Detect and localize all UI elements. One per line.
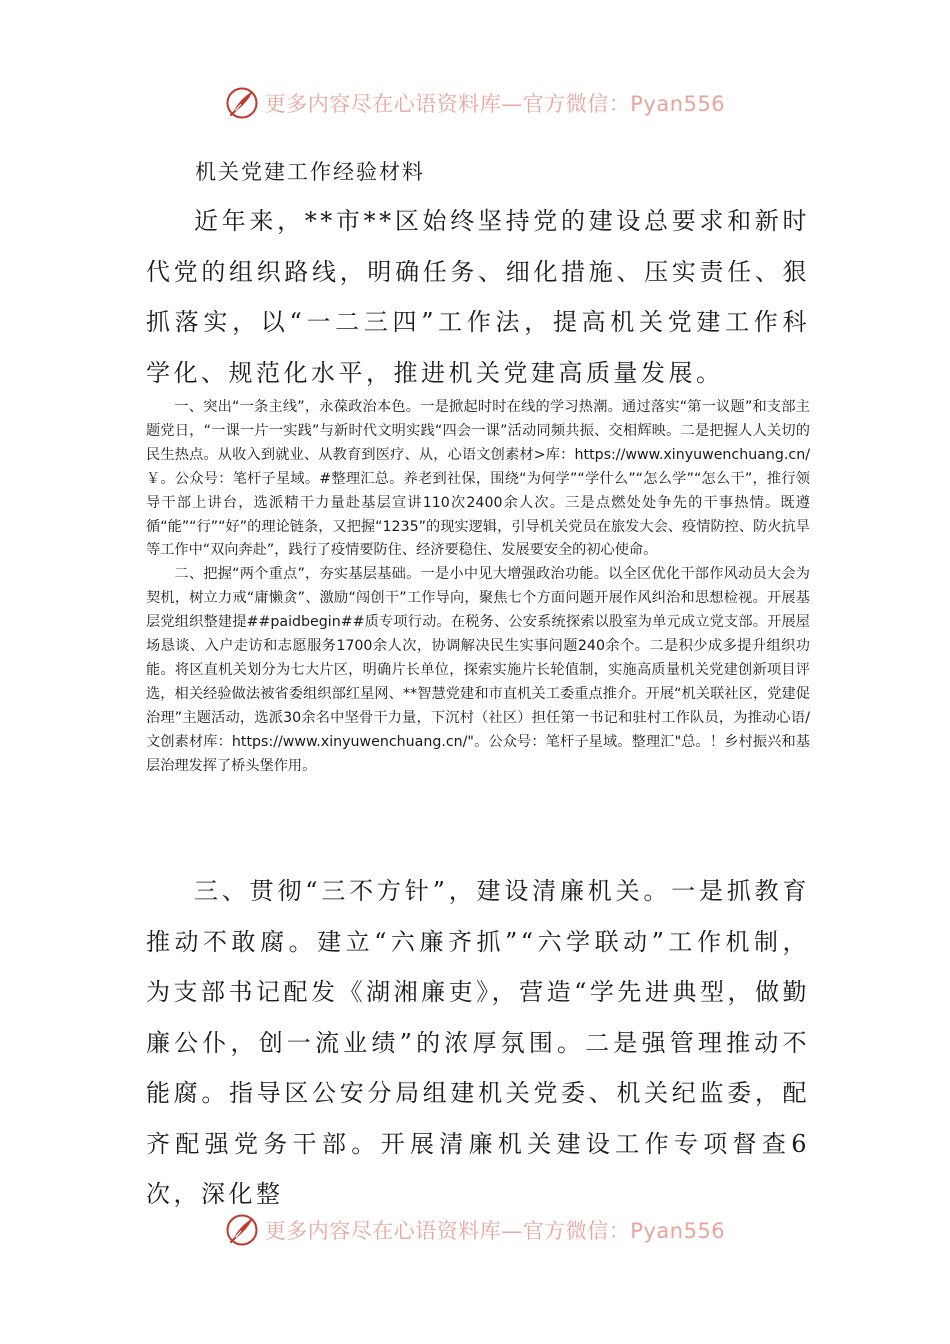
footer-banner-text: 更多内容尽在心语资料库—官方微信：Pyan556 <box>264 1219 726 1243</box>
small-text-block <box>146 396 810 779</box>
quill-logo-icon <box>225 1213 259 1247</box>
header-banner <box>0 83 950 123</box>
quill-logo-icon <box>225 86 259 120</box>
section-one-paragraph: 一、突出“一条主线”，永葆政治本色。一是掀起时时在线的学习热潮。通过落实“第一议题”和支部主题党日，“一课一片一实践”与新时代文明实践“四会一课”活动同频共振、交相辉映。二是把握人人关切的民生热点。从收入到就业、从教育到医疗、从，心语文创素材>库：https://www.xinyuwenchuang.cn/￥。公众号：笔杆子星域。#整理汇总。养老到社保，围绕“为何学”“学什么”“怎么学”“怎么干”，推行领导干部上讲台，选派精干力量赴基层宣讲110次2400余人次。三是点燃处处争先的干事热情。既遵循“能”“行”“好”的理论链条，又把握“1235”的现实逻辑，引导机关党员在旅发大会、疫情防控、防火抗旱等工作中“双向奔赴”，践行了疫情要防住、经济要稳住、发展要安全的初心使命。 <box>146 399 810 559</box>
header-banner-text: 更多内容尽在心语资料库—官方微信：Pyan556 <box>264 92 726 116</box>
section-three-paragraph: 三、贯彻“三不方针”，建设清廉机关。一是抓教育推动不敢腐。建立“六廉齐抓”“六学联动”工作机制，为支部书记配发《湖湘廉吏》，营造“学先进典型，做勤廉公仆，创一流业绩”的浓厚氛围。二是强管理推动不能腐。指导区公安分局组建机关党委、机关纪监委，配齐配强党务干部。开展清廉机关建设工作专项督查6次，深化整 <box>146 877 810 1208</box>
intro-paragraph: 近年来，**市**区始终坚持党的建设总要求和新时代党的组织路线，明确任务、细化措施、压实责任、狠抓落实，以“一二三四”工作法，提高机关党建工作科学化、规范化水平，推进机关党建高质量发展。 <box>146 207 810 387</box>
footer-banner <box>0 1210 950 1250</box>
document-title: 机关党建工作经验材料 <box>195 160 425 184</box>
section-two-paragraph: 二、把握“两个重点”，夯实基层基础。一是小中见大增强政治功能。以全区优化干部作风动员大会为契机，树立力戒“庸懒贪”、激励“闯创干”工作导向，聚焦七个方面问题开展作风纠治和思想检视。开展基层党组织整建提##paidbegin##质专项行动。在税务、公安系统探索以股室为单元成立党支部。开展屋场恳谈、入户走访和志愿服务1700余人次，协调解决民生实事问题240余个。二是积少成多提升组织功能。将区直机关划分为七大片区，明确片长单位，探索实施片长轮值制，实施高质量机关党建创新项目评选，相关经验做法被省委组织部红星网、**智慧党建和市直机关工委重点推介。开展“机关联社区，党建促治理”主题活动，选派30余名中坚骨干力量，下沉村（社区）担任第一书记和驻村工作队员，为推动心语/文创素材库：https://www.xinyuwenchuang.cn/"。公众号：笔杆子星域。整理汇"总。！乡村振兴和基层治理发挥了桥头堡作用。 <box>146 566 810 774</box>
